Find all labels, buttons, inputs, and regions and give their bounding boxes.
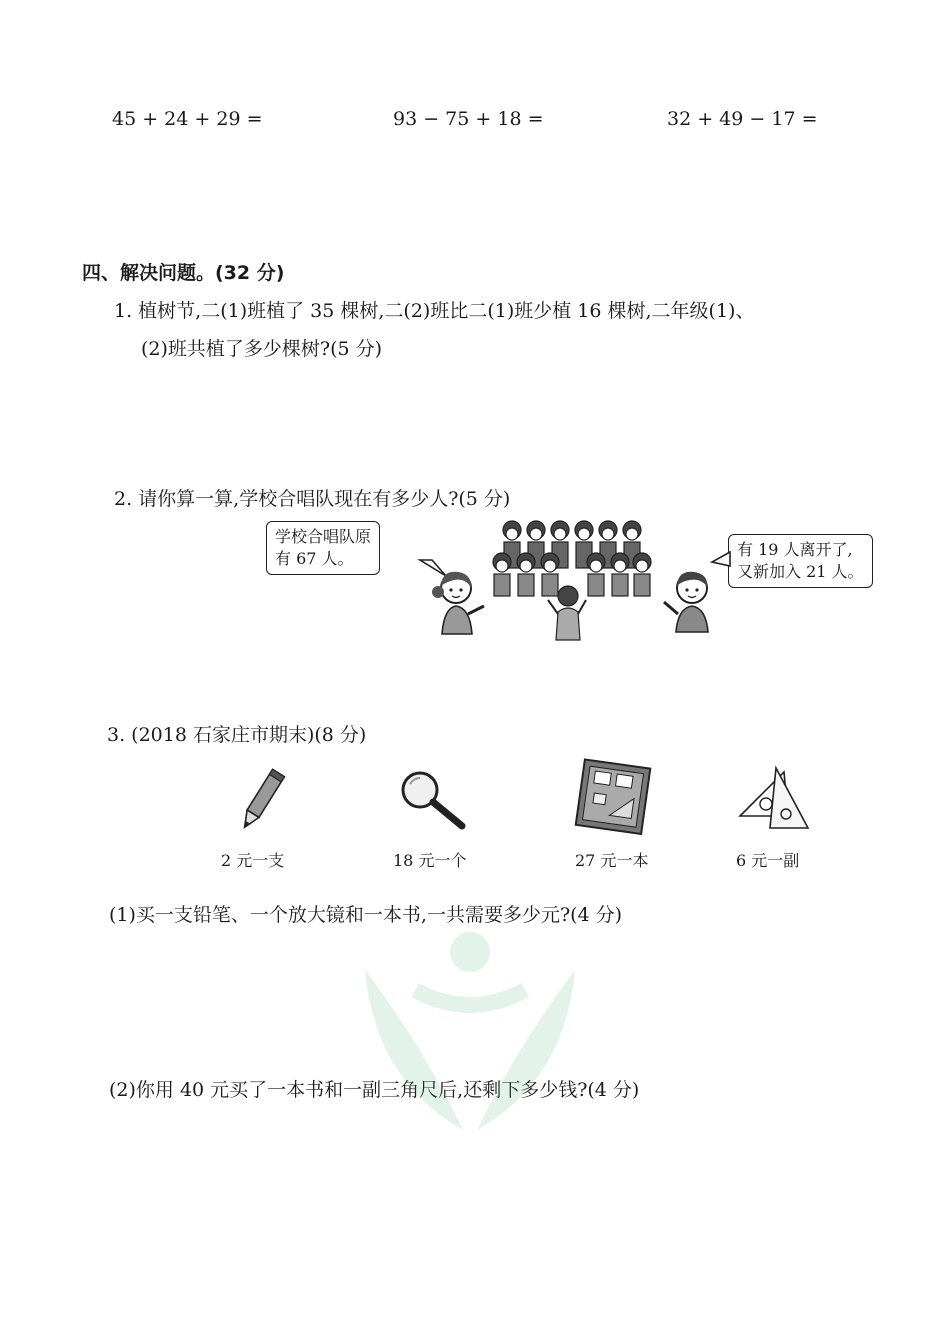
pencil-price: 2 元一支 <box>221 851 285 870</box>
bubble-right-line-2: 又新加入 21 人。 <box>737 562 864 581</box>
expression-2: 93 − 75 + 18 = <box>393 108 544 130</box>
book-price: 27 元一本 <box>575 851 649 870</box>
speech-bubble-right <box>728 534 873 588</box>
bubble-left-line-1: 学校合唱队原 <box>275 527 372 546</box>
bubble-left-line-2: 有 67 人。 <box>275 549 354 568</box>
question-1-line-1: 1. 植树节,二(1)班植了 35 棵树,二(2)班比二(1)班少植 16 棵树,二年级(1)、 <box>114 300 755 322</box>
book-icon <box>572 758 658 836</box>
question-1-line-2: (2)班共植了多少棵树?(5 分) <box>141 338 383 360</box>
section-title: 四、解决问题。(32 分) <box>82 262 285 284</box>
expression-1: 45 + 24 + 29 = <box>112 108 263 130</box>
bubble-right-line-1: 有 19 人离开了, <box>737 540 853 559</box>
girl-icon <box>432 566 492 636</box>
question-2-text: 2. 请你算一算,学校合唱队现在有多少人?(5 分) <box>114 488 511 510</box>
question-3-sub-1: (1)买一支铅笔、一个放大镜和一本书,一共需要多少元?(4 分) <box>109 904 623 926</box>
set-square-price: 6 元一副 <box>736 851 800 870</box>
choir-group-icon <box>492 518 652 642</box>
magnifier-icon <box>400 770 470 832</box>
speech-bubble-left <box>266 521 380 575</box>
pencil-icon <box>236 768 286 834</box>
boy-icon <box>662 568 714 634</box>
magnifier-price: 18 元一个 <box>393 851 467 870</box>
watermark-logo-icon <box>355 930 585 1140</box>
expression-3: 32 + 49 − 17 = <box>667 108 818 130</box>
bubble-right-tail <box>712 552 732 572</box>
set-square-icon <box>736 764 816 834</box>
question-3-sub-2: (2)你用 40 元买了一本书和一副三角尺后,还剩下多少钱?(4 分) <box>109 1079 640 1101</box>
question-3-text: 3. (2018 石家庄市期末)(8 分) <box>107 724 367 746</box>
